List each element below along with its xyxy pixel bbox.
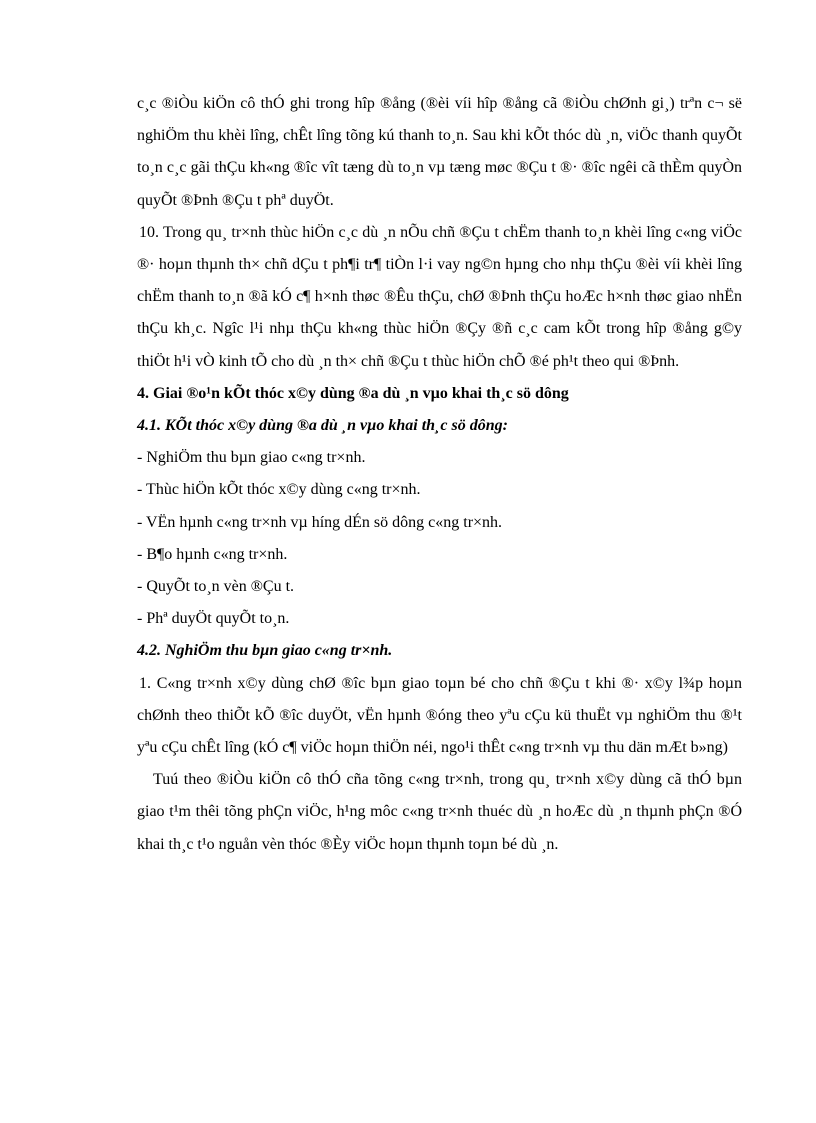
- section-heading-4: 4. Giai ®o¹n kÕt thóc x©y dùng ®a dù ¸n vµo khai th¸c sö dông: [137, 384, 569, 402]
- list-item: - Phª duyÖt quyÕt to¸n.: [137, 610, 290, 628]
- paragraph-4-2-body: Tuú theo ®iÒu kiÖn cô thÓ cña tõng c«ng tr×nh, trong qu¸ tr×nh x©y dùng cã thÓ bµn giao t¹m thêi tõng phÇn viÖc, h¹ng môc c«ng tr×nh thuéc dù ¸n hoÆc dù ¸n thµnh phÇn ®Ó khai th¸c t¹o nguån vèn thóc ®Èy viÖc hoµn thµnh toµn bé dù ¸n.: [137, 771, 742, 853]
- subsection-heading-4-2: 4.2. NghiÖm thu bµn giao c«ng tr×nh.: [137, 642, 393, 660]
- list-item: - VËn hµnh c«ng tr×nh vµ híng dÉn sö dông c«ng tr×nh.: [137, 513, 503, 531]
- paragraph-item-10: 10. Trong qu¸ tr×nh thùc hiÖn c¸c dù ¸n nÕu chñ ®Çu t chËm thanh to¸n khèi lîng c«ng viÖc ®· hoµn thµnh th× chñ dÇu t ph¶i tr¶ tiÒn l·i vay ng©n hµng cho nhµ thÇu ®èi víi khèi lîng chËm thanh to¸n ®ã kÓ c¶ h×nh thøc ®Êu thÇu, chØ ®Þnh thÇu hoÆc h×nh thøc giao nhËn thÇu kh¸c. Ngîc l¹i nhµ thÇu kh«ng thùc hiÖn ®Çy ®ñ c¸c cam kÕt trong hîp ®ång g©y thiÖt h¹i vÒ kinh tÕ cho dù ¸n th× chñ ®Çu t thùc hiÖn chÕ ®é ph¹t theo qui ®Þnh.: [137, 223, 742, 370]
- list-item: - QuyÕt to¸n vèn ®Çu t.: [137, 578, 295, 596]
- steps-list: [137, 442, 742, 635]
- paragraph-intro: c¸c ®iÒu kiÖn cô thÓ ghi trong hîp ®ång (®èi víi hîp ®ång cã ®iÒu chØnh gi¸) trªn c¬ së nghiÖm thu khèi lîng, chÊt lîng tõng kú thanh to¸n. Sau khi kÕt thóc dù ¸n, viÖc thanh quyÕt to¸n c¸c gãi thÇu kh«ng ®îc vît tæng dù to¸n vµ tæng møc ®Çu t ®· ®îc ngêi cã thÈm quyÒn quyÕt ®Þnh ®Çu t phª duyÖt.: [137, 95, 742, 209]
- list-item: - Thùc hiÖn kÕt thóc x©y dùng c«ng tr×nh.: [137, 481, 421, 499]
- list-item: - B¶o hµnh c«ng tr×nh.: [137, 545, 288, 563]
- paragraph-4-2-item-1: 1. C«ng tr×nh x©y dùng chØ ®îc bµn giao toµn bé cho chñ ®Çu t khi ®· x©y l¾p hoµn chØnh theo thiÕt kÕ ®îc duyÖt, vËn hµnh ®óng theo yªu cÇu kü thuËt vµ nghiÖm thu ®¹t yªu cÇu chÊt lîng (kÓ c¶ viÖc hoµn thiÖn néi, ngo¹i thÊt c«ng tr×nh vµ thu dän mÆt b»ng): [137, 674, 742, 757]
- list-item: - NghiÖm thu bµn giao c«ng tr×nh.: [137, 449, 366, 467]
- subsection-heading-4-1: 4.1. KÕt thóc x©y dùng ®a dù ¸n vµo khai th¸c sö dông:: [137, 417, 508, 435]
- document-page: [137, 88, 742, 861]
